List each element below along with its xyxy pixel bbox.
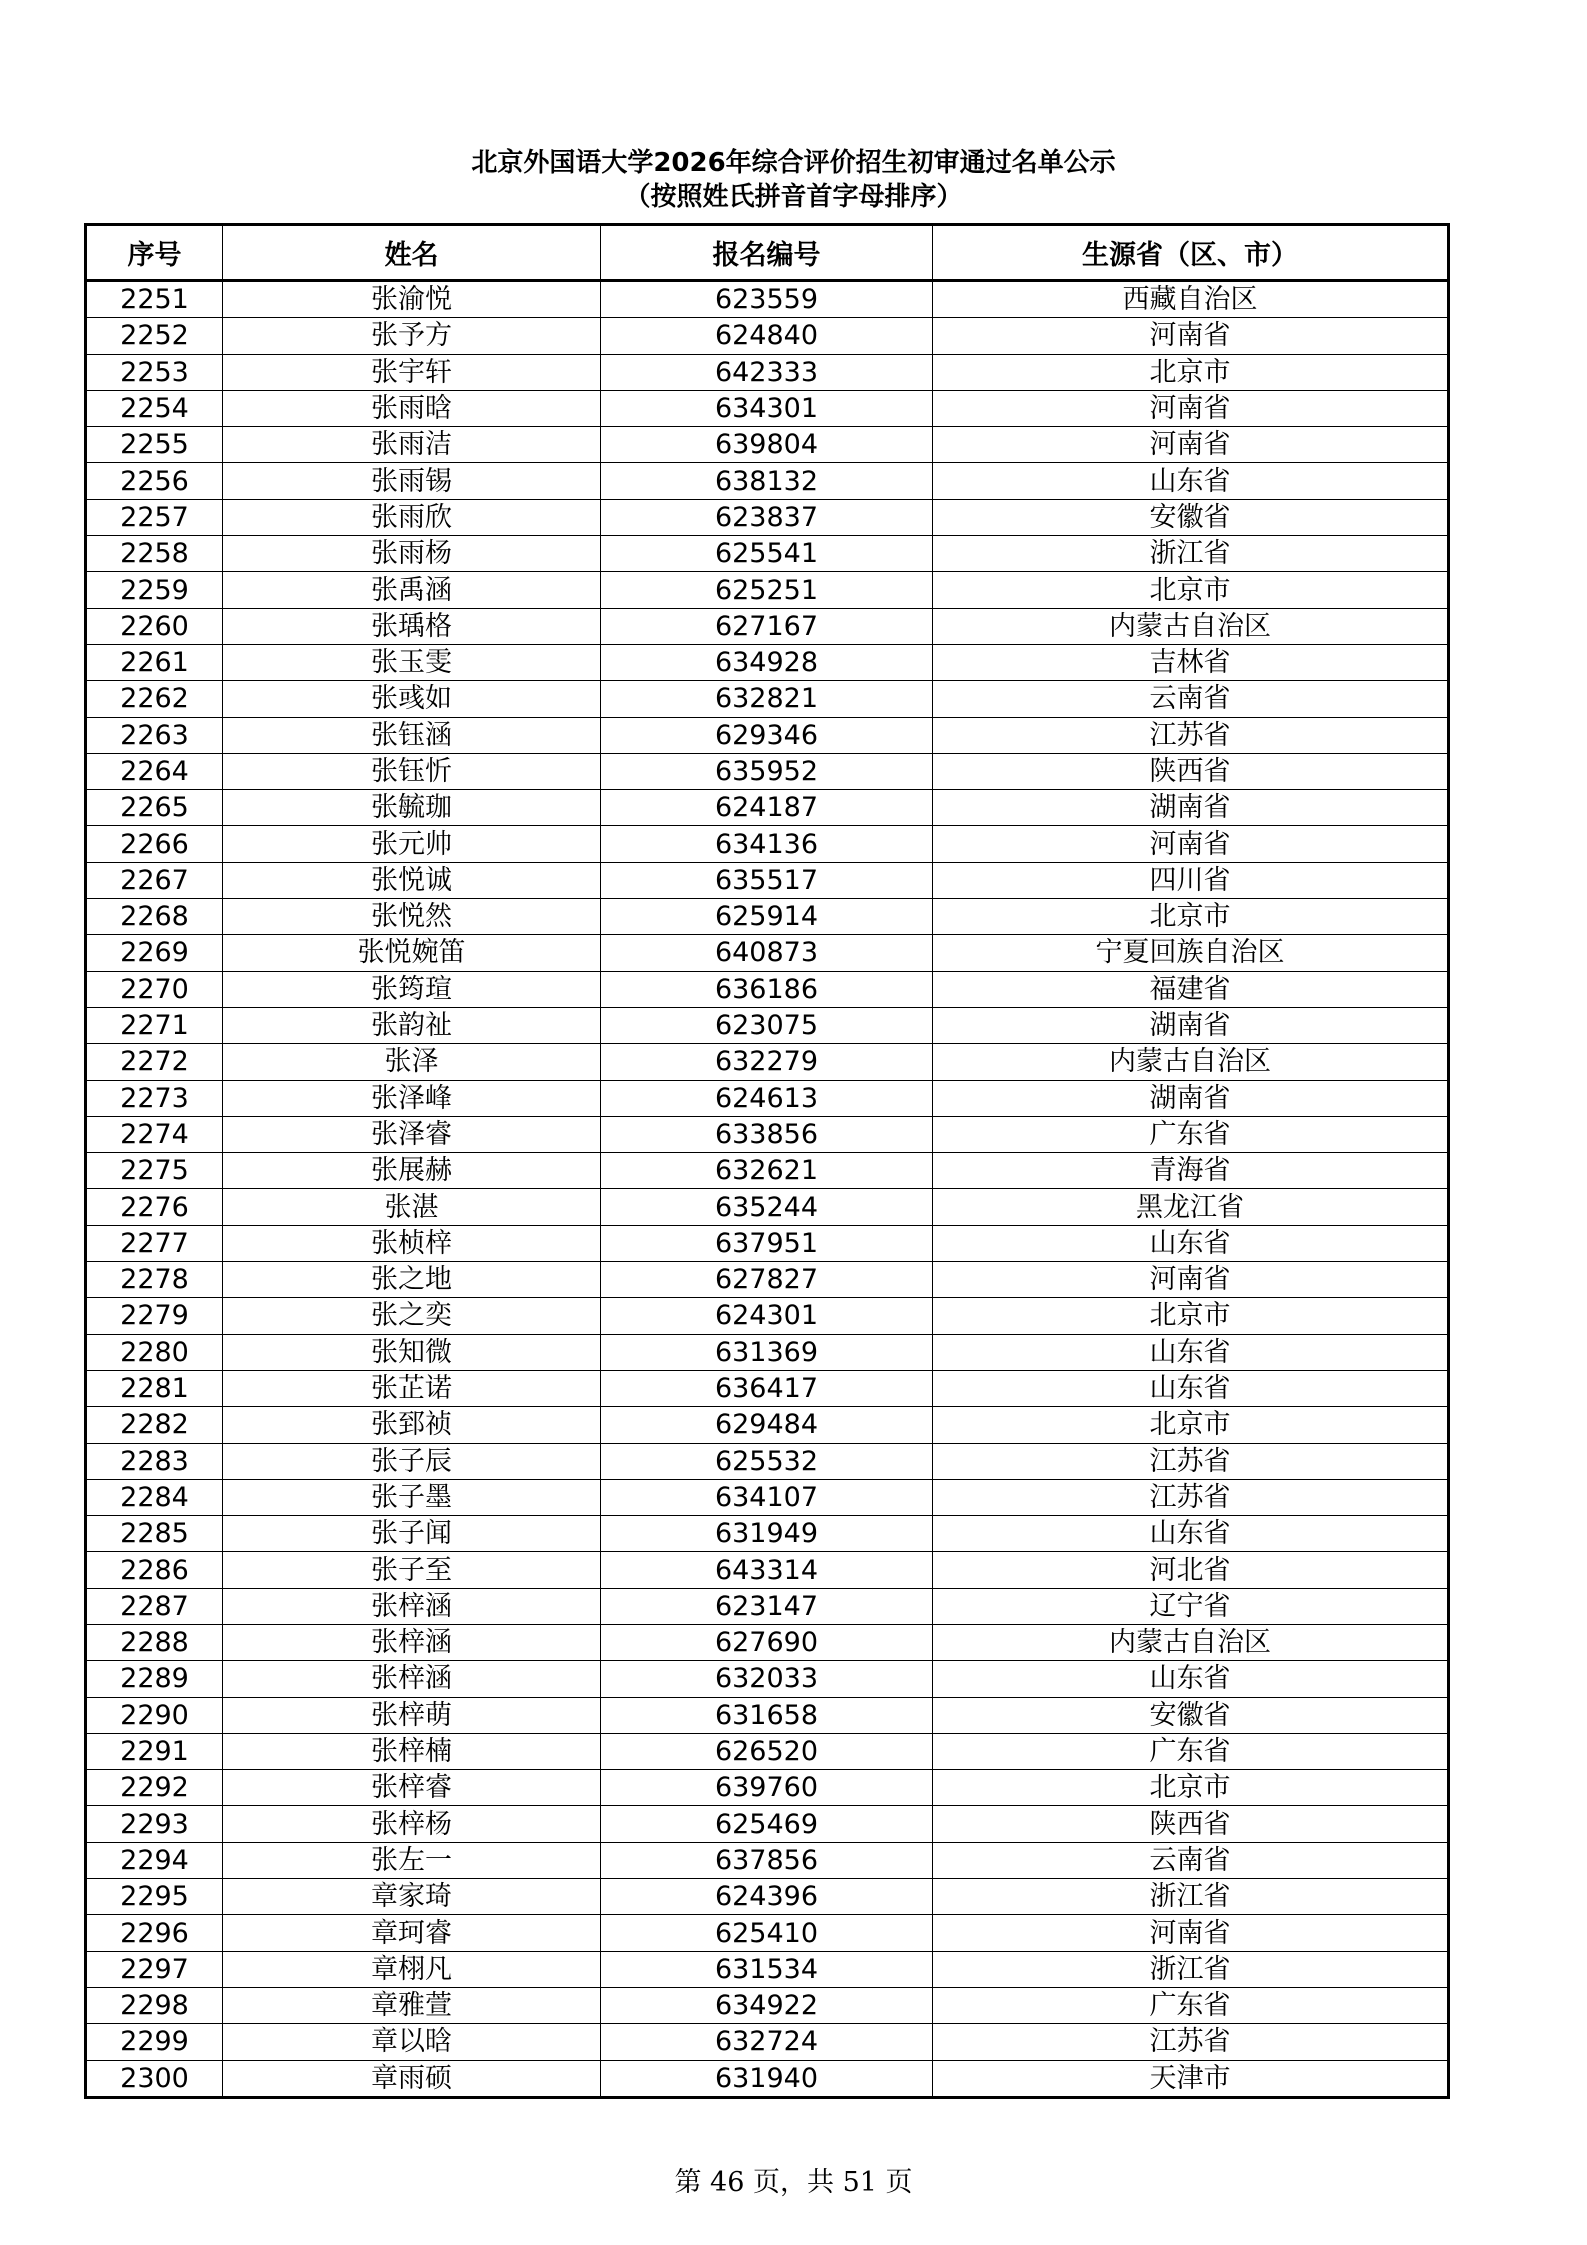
table-row: [86, 1262, 1449, 1298]
cell-registration-number: 625914: [601, 899, 933, 935]
cell-index: 2252: [86, 318, 223, 354]
cell-province: 浙江省: [933, 536, 1449, 572]
table-row: [86, 971, 1449, 1007]
cell-province: 广东省: [933, 1987, 1449, 2023]
table-row: [86, 717, 1449, 753]
cell-registration-number: 624840: [601, 318, 933, 354]
cell-province: 四川省: [933, 862, 1449, 898]
cell-name: 张悦婉笛: [223, 935, 601, 971]
cell-index: 2251: [86, 281, 223, 318]
cell-registration-number: 624187: [601, 790, 933, 826]
cell-name: 张悦诚: [223, 862, 601, 898]
cell-province: 北京市: [933, 1407, 1449, 1443]
cell-registration-number: 631658: [601, 1697, 933, 1733]
cell-name: 张瑀格: [223, 608, 601, 644]
table-row: [86, 862, 1449, 898]
cell-registration-number: 632279: [601, 1044, 933, 1080]
cell-registration-number: 629346: [601, 717, 933, 753]
table-row: [86, 1770, 1449, 1806]
table-row: [86, 1443, 1449, 1479]
cell-province: 内蒙古自治区: [933, 1624, 1449, 1660]
cell-province: 江苏省: [933, 717, 1449, 753]
cell-province: 河南省: [933, 390, 1449, 426]
cell-name: 张雨欣: [223, 499, 601, 535]
cell-name: 张桢梓: [223, 1225, 601, 1261]
cell-province: 北京市: [933, 354, 1449, 390]
cell-province: 河南省: [933, 318, 1449, 354]
cell-index: 2277: [86, 1225, 223, 1261]
cell-index: 2253: [86, 354, 223, 390]
cell-province: 福建省: [933, 971, 1449, 1007]
cell-index: 2268: [86, 899, 223, 935]
cell-index: 2291: [86, 1733, 223, 1769]
table-header-row: [86, 225, 1449, 281]
cell-name: 张子辰: [223, 1443, 601, 1479]
cell-name: 张泽睿: [223, 1116, 601, 1152]
cell-province: 北京市: [933, 572, 1449, 608]
table-row: [86, 1552, 1449, 1588]
cell-registration-number: 624396: [601, 1879, 933, 1915]
cell-name: 张湛: [223, 1189, 601, 1225]
table-row: [86, 1007, 1449, 1043]
table-row: [86, 1915, 1449, 1951]
table-row: [86, 2060, 1449, 2097]
cell-province: 湖南省: [933, 1080, 1449, 1116]
cell-name: 张雨晗: [223, 390, 601, 426]
cell-province: 辽宁省: [933, 1588, 1449, 1624]
cell-name: 张芷诺: [223, 1370, 601, 1406]
cell-registration-number: 625541: [601, 536, 933, 572]
cell-province: 云南省: [933, 681, 1449, 717]
cell-registration-number: 632724: [601, 2024, 933, 2060]
cell-name: 张梓杨: [223, 1806, 601, 1842]
table-row: [86, 1879, 1449, 1915]
cell-index: 2294: [86, 1842, 223, 1878]
cell-index: 2255: [86, 427, 223, 463]
cell-name: 张雨洁: [223, 427, 601, 463]
cell-registration-number: 627690: [601, 1624, 933, 1660]
cell-province: 吉林省: [933, 644, 1449, 680]
cell-registration-number: 636186: [601, 971, 933, 1007]
table-row: [86, 1661, 1449, 1697]
table-row: [86, 1624, 1449, 1660]
table-row: [86, 536, 1449, 572]
cell-province: 云南省: [933, 1842, 1449, 1878]
cell-registration-number: 638132: [601, 463, 933, 499]
cell-name: 张元帅: [223, 826, 601, 862]
cell-index: 2280: [86, 1334, 223, 1370]
cell-index: 2259: [86, 572, 223, 608]
table-row: [86, 1987, 1449, 2023]
cell-province: 河南省: [933, 1915, 1449, 1951]
cell-name: 章珂睿: [223, 1915, 601, 1951]
cell-province: 陕西省: [933, 1806, 1449, 1842]
table-row: [86, 1588, 1449, 1624]
table-row: [86, 1733, 1449, 1769]
cell-name: 章以晗: [223, 2024, 601, 2060]
cell-province: 江苏省: [933, 1479, 1449, 1515]
cell-province: 陕西省: [933, 753, 1449, 789]
cell-index: 2264: [86, 753, 223, 789]
cell-province: 山东省: [933, 1370, 1449, 1406]
cell-name: 张梓萌: [223, 1697, 601, 1733]
cell-registration-number: 627827: [601, 1262, 933, 1298]
cell-registration-number: 632821: [601, 681, 933, 717]
table-body: [86, 281, 1449, 2098]
cell-index: 2286: [86, 1552, 223, 1588]
cell-index: 2263: [86, 717, 223, 753]
cell-name: 张展赫: [223, 1153, 601, 1189]
cell-province: 北京市: [933, 899, 1449, 935]
table-row: [86, 1153, 1449, 1189]
cell-name: 张子墨: [223, 1479, 601, 1515]
cell-registration-number: 635517: [601, 862, 933, 898]
cell-index: 2299: [86, 2024, 223, 2060]
page-footer: 第 46 页，共 51 页: [674, 2167, 913, 2198]
cell-name: 张之地: [223, 1262, 601, 1298]
table-row: [86, 427, 1449, 463]
cell-registration-number: 626520: [601, 1733, 933, 1769]
cell-province: 河南省: [933, 427, 1449, 463]
cell-index: 2298: [86, 1987, 223, 2023]
table-row: [86, 753, 1449, 789]
column-header-province: 生源省（区、市）: [933, 225, 1449, 281]
cell-registration-number: 623559: [601, 281, 933, 318]
cell-index: 2266: [86, 826, 223, 862]
table-row: [86, 1516, 1449, 1552]
table-row: [86, 318, 1449, 354]
cell-registration-number: 642333: [601, 354, 933, 390]
cell-name: 章雨硕: [223, 2060, 601, 2097]
cell-registration-number: 629484: [601, 1407, 933, 1443]
table-row: [86, 281, 1449, 318]
table-row: [86, 1697, 1449, 1733]
table-row: [86, 1407, 1449, 1443]
cell-registration-number: 631534: [601, 1951, 933, 1987]
cell-registration-number: 635952: [601, 753, 933, 789]
cell-index: 2282: [86, 1407, 223, 1443]
cell-index: 2269: [86, 935, 223, 971]
cell-registration-number: 625532: [601, 1443, 933, 1479]
cell-province: 山东省: [933, 1661, 1449, 1697]
cell-name: 张雨锡: [223, 463, 601, 499]
cell-name: 张予方: [223, 318, 601, 354]
page-title: 北京外国语大学2026年综合评价招生初审通过名单公示: [471, 148, 1116, 178]
cell-name: 张郅祯: [223, 1407, 601, 1443]
table-row: [86, 572, 1449, 608]
cell-index: 2256: [86, 463, 223, 499]
cell-index: 2295: [86, 1879, 223, 1915]
cell-index: 2284: [86, 1479, 223, 1515]
cell-name: 张梓涵: [223, 1661, 601, 1697]
cell-province: 湖南省: [933, 1007, 1449, 1043]
cell-name: 张之奕: [223, 1298, 601, 1334]
cell-index: 2265: [86, 790, 223, 826]
table-row: [86, 390, 1449, 426]
cell-province: 广东省: [933, 1116, 1449, 1152]
cell-index: 2283: [86, 1443, 223, 1479]
cell-name: 章家琦: [223, 1879, 601, 1915]
cell-province: 安徽省: [933, 1697, 1449, 1733]
cell-province: 黑龙江省: [933, 1189, 1449, 1225]
cell-index: 2275: [86, 1153, 223, 1189]
cell-index: 2261: [86, 644, 223, 680]
table-row: [86, 1080, 1449, 1116]
cell-registration-number: 634928: [601, 644, 933, 680]
cell-registration-number: 635244: [601, 1189, 933, 1225]
cell-registration-number: 627167: [601, 608, 933, 644]
cell-province: 北京市: [933, 1770, 1449, 1806]
table-row: [86, 1225, 1449, 1261]
table-row: [86, 1842, 1449, 1878]
cell-index: 2289: [86, 1661, 223, 1697]
table-row: [86, 463, 1449, 499]
cell-registration-number: 625251: [601, 572, 933, 608]
cell-name: 张悦然: [223, 899, 601, 935]
cell-index: 2273: [86, 1080, 223, 1116]
cell-registration-number: 639804: [601, 427, 933, 463]
table-row: [86, 354, 1449, 390]
cell-name: 张梓涵: [223, 1624, 601, 1660]
cell-registration-number: 632033: [601, 1661, 933, 1697]
cell-registration-number: 624301: [601, 1298, 933, 1334]
cell-index: 2278: [86, 1262, 223, 1298]
cell-index: 2288: [86, 1624, 223, 1660]
cell-registration-number: 625469: [601, 1806, 933, 1842]
table-row: [86, 1044, 1449, 1080]
cell-name: 张宇轩: [223, 354, 601, 390]
cell-province: 河南省: [933, 1262, 1449, 1298]
cell-name: 张钰涵: [223, 717, 601, 753]
cell-province: 宁夏回族自治区: [933, 935, 1449, 971]
cell-index: 2300: [86, 2060, 223, 2097]
cell-registration-number: 633856: [601, 1116, 933, 1152]
cell-index: 2292: [86, 1770, 223, 1806]
table-row: [86, 1116, 1449, 1152]
cell-index: 2293: [86, 1806, 223, 1842]
cell-province: 山东省: [933, 1334, 1449, 1370]
cell-name: 张泽: [223, 1044, 601, 1080]
table-row: [86, 499, 1449, 535]
cell-index: 2254: [86, 390, 223, 426]
cell-province: 西藏自治区: [933, 281, 1449, 318]
cell-index: 2271: [86, 1007, 223, 1043]
cell-index: 2270: [86, 971, 223, 1007]
cell-registration-number: 623837: [601, 499, 933, 535]
table-row: [86, 1479, 1449, 1515]
table-row: [86, 935, 1449, 971]
cell-province: 河北省: [933, 1552, 1449, 1588]
cell-province: 河南省: [933, 826, 1449, 862]
cell-name: 张梓睿: [223, 1770, 601, 1806]
cell-index: 2272: [86, 1044, 223, 1080]
cell-index: 2285: [86, 1516, 223, 1552]
cell-province: 江苏省: [933, 2024, 1449, 2060]
cell-registration-number: 631369: [601, 1334, 933, 1370]
table-row: [86, 826, 1449, 862]
cell-province: 青海省: [933, 1153, 1449, 1189]
table-row: [86, 790, 1449, 826]
cell-index: 2260: [86, 608, 223, 644]
cell-name: 张毓珈: [223, 790, 601, 826]
cell-index: 2257: [86, 499, 223, 535]
cell-name: 张渝悦: [223, 281, 601, 318]
cell-name: 章栩凡: [223, 1951, 601, 1987]
cell-province: 浙江省: [933, 1879, 1449, 1915]
cell-name: 张筠瑄: [223, 971, 601, 1007]
cell-registration-number: 625410: [601, 1915, 933, 1951]
cell-registration-number: 643314: [601, 1552, 933, 1588]
cell-province: 江苏省: [933, 1443, 1449, 1479]
cell-index: 2279: [86, 1298, 223, 1334]
cell-name: 张钰忻: [223, 753, 601, 789]
cell-province: 内蒙古自治区: [933, 1044, 1449, 1080]
cell-province: 浙江省: [933, 1951, 1449, 1987]
table-row: [86, 899, 1449, 935]
cell-index: 2296: [86, 1915, 223, 1951]
cell-province: 湖南省: [933, 790, 1449, 826]
cell-name: 张雨杨: [223, 536, 601, 572]
table-row: [86, 1298, 1449, 1334]
cell-province: 山东省: [933, 1225, 1449, 1261]
table-row: [86, 1189, 1449, 1225]
cell-province: 广东省: [933, 1733, 1449, 1769]
table-row: [86, 608, 1449, 644]
cell-index: 2276: [86, 1189, 223, 1225]
cell-name: 张泽峰: [223, 1080, 601, 1116]
cell-registration-number: 631940: [601, 2060, 933, 2097]
cell-registration-number: 623147: [601, 1588, 933, 1624]
table-row: [86, 1334, 1449, 1370]
cell-name: 张韵祉: [223, 1007, 601, 1043]
cell-index: 2262: [86, 681, 223, 717]
cell-registration-number: 634922: [601, 1987, 933, 2023]
cell-registration-number: 634136: [601, 826, 933, 862]
cell-index: 2287: [86, 1588, 223, 1624]
cell-name: 张彧如: [223, 681, 601, 717]
cell-registration-number: 640873: [601, 935, 933, 971]
column-header-name: 姓名: [223, 225, 601, 281]
cell-registration-number: 634301: [601, 390, 933, 426]
table-row: [86, 1370, 1449, 1406]
admission-list-table: [84, 223, 1450, 2099]
table-row: [86, 644, 1449, 680]
cell-registration-number: 639760: [601, 1770, 933, 1806]
cell-index: 2274: [86, 1116, 223, 1152]
cell-name: 张子至: [223, 1552, 601, 1588]
cell-registration-number: 632621: [601, 1153, 933, 1189]
cell-index: 2281: [86, 1370, 223, 1406]
cell-province: 内蒙古自治区: [933, 608, 1449, 644]
cell-registration-number: 636417: [601, 1370, 933, 1406]
column-header-registration-number: 报名编号: [601, 225, 933, 281]
cell-name: 张左一: [223, 1842, 601, 1878]
table-row: [86, 1806, 1449, 1842]
cell-registration-number: 637856: [601, 1842, 933, 1878]
cell-index: 2267: [86, 862, 223, 898]
cell-registration-number: 631949: [601, 1516, 933, 1552]
cell-name: 张梓楠: [223, 1733, 601, 1769]
cell-registration-number: 637951: [601, 1225, 933, 1261]
table-row: [86, 2024, 1449, 2060]
cell-registration-number: 623075: [601, 1007, 933, 1043]
cell-name: 张知微: [223, 1334, 601, 1370]
cell-province: 天津市: [933, 2060, 1449, 2097]
cell-name: 章雅萱: [223, 1987, 601, 2023]
cell-index: 2297: [86, 1951, 223, 1987]
cell-index: 2258: [86, 536, 223, 572]
cell-province: 北京市: [933, 1298, 1449, 1334]
cell-registration-number: 624613: [601, 1080, 933, 1116]
cell-province: 安徽省: [933, 499, 1449, 535]
cell-registration-number: 634107: [601, 1479, 933, 1515]
table-row: [86, 681, 1449, 717]
cell-province: 山东省: [933, 463, 1449, 499]
page-subtitle: （按照姓氏拼音首字母排序）: [624, 182, 963, 212]
cell-province: 山东省: [933, 1516, 1449, 1552]
column-header-index: 序号: [86, 225, 223, 281]
cell-index: 2290: [86, 1697, 223, 1733]
cell-name: 张禹涵: [223, 572, 601, 608]
table-row: [86, 1951, 1449, 1987]
cell-name: 张玉雯: [223, 644, 601, 680]
cell-name: 张梓涵: [223, 1588, 601, 1624]
cell-name: 张子闻: [223, 1516, 601, 1552]
